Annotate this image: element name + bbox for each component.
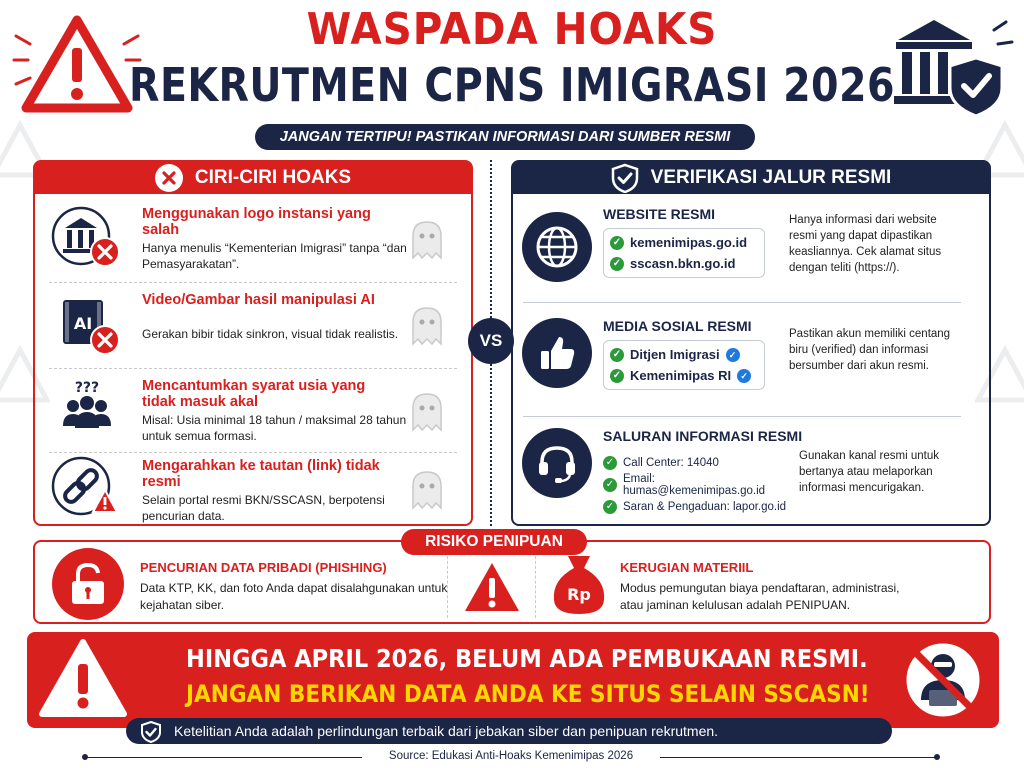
- page-title-secondary: REKRUTMEN CPNS IMIGRASI 2026: [129, 58, 895, 112]
- loss-desc: Modus pemungutan biaya pendaftaran, administrasi, atau jaminan kelulusan adalah PENIPUAN.: [620, 581, 900, 612]
- banner-warning: JANGAN BERIKAN DATA ANDA KE SITUS SELAIN SSCASN!: [186, 680, 870, 708]
- website-link[interactable]: ✓ sscasn.bkn.go.id: [610, 253, 758, 274]
- hoax-panel: [33, 160, 473, 526]
- hoax-item-title: Menggunakan logo instansi yang salah: [142, 206, 371, 238]
- check-icon: ✓: [603, 456, 617, 470]
- hoax-item-desc: Misal: Usia minimal 18 tahun / maksimal 28 tahun untuk semua formasi.: [142, 413, 407, 443]
- vs-badge: VS: [468, 318, 514, 364]
- hoax-panel-header: [35, 162, 471, 194]
- website-title: WEBSITE RESMI: [603, 206, 716, 222]
- currency-label: Rp: [567, 585, 591, 604]
- website-list: [603, 228, 765, 278]
- check-icon: ✓: [610, 348, 624, 362]
- money-bag-icon: [548, 550, 610, 618]
- divider: [49, 368, 457, 369]
- loss-title: KERUGIAN MATERIIL: [620, 560, 754, 575]
- verified-badge-icon: ✓: [737, 369, 751, 383]
- social-account[interactable]: ✓ Kemenimipas RI ✓: [610, 365, 758, 386]
- ai-icon: [51, 292, 133, 358]
- unlock-icon: [52, 548, 124, 620]
- headset-icon: [522, 428, 592, 498]
- hoax-panel-title: CIRI-CIRI HOAKS: [194, 167, 352, 188]
- official-panel-title: VERIFIKASI JALUR RESMI: [650, 167, 892, 188]
- phishing-desc: Data KTP, KK, dan foto Anda dapat disalahgunakan untuk kejahatan siber.: [140, 581, 448, 612]
- hoax-item-desc: Hanya menulis “Kementerian Imigrasi” tanpa “dan Pemasyarakatan”.: [142, 241, 407, 271]
- call-center: ✓ Call Center: 14040: [603, 452, 793, 474]
- subtitle-banner: JANGAN TERTIPU! PASTIKAN INFORMASI DARI SUMBER RESMI: [255, 124, 755, 150]
- divider: [523, 302, 961, 303]
- question-marks: ???: [74, 380, 100, 396]
- official-panel: [511, 160, 991, 526]
- complaint-link[interactable]: ✓ Saran & Pengaduan: lapor.go.id: [603, 496, 793, 518]
- email[interactable]: ✓ Email: humas@kemenimipas.go.id: [603, 474, 793, 496]
- globe-icon: [522, 212, 592, 282]
- verified-badge-icon: ✓: [726, 348, 740, 362]
- divider: [523, 416, 961, 417]
- hoax-item: [35, 198, 471, 282]
- hoax-item: [35, 452, 471, 536]
- ghost-icon: [407, 304, 447, 348]
- website-desc: Hanya informasi dari website resmi yang dapat dipastikan keasliannya. Cek alamat situs dengan teliti (https://).: [789, 214, 942, 274]
- hoax-item-desc: Selain portal resmi BKN/SSCASN, berpotensi pencurian data.: [142, 493, 385, 523]
- decoration-dot: [82, 754, 88, 760]
- shield-check-icon: [140, 721, 162, 743]
- decoration-dot: [934, 754, 940, 760]
- check-icon: ✓: [610, 257, 624, 271]
- ai-icon-label: AI: [73, 314, 93, 333]
- official-panel-header: [513, 162, 989, 194]
- shield-check-icon: [611, 163, 639, 193]
- ghost-icon: [407, 218, 447, 262]
- social-list: [603, 340, 765, 390]
- thumbs-up-icon: [522, 318, 592, 388]
- check-icon: ✓: [603, 500, 617, 514]
- hoax-item-desc: Gerakan bibir tidak sinkron, visual tidak realistis.: [142, 327, 399, 341]
- bottom-note: Ketelitian Anda adalah perlindungan terbaik dari jebakan siber dan penipuan rekrutmen.: [126, 718, 892, 744]
- hoax-item-title: Video/Gambar hasil manipulasi AI: [142, 292, 375, 308]
- no-hacker-icon: [894, 636, 992, 724]
- banner-headline: HINGGA APRIL 2026, BELUM ADA PEMBUKAAN RESMI.: [186, 644, 868, 673]
- page-title: WASPADA HOAKS: [306, 4, 718, 55]
- social-desc: Pastikan akun memiliki centang biru (verified) dan informasi bersumber dari akun resmi.: [789, 328, 951, 372]
- divider: [447, 556, 448, 618]
- divider: [86, 757, 362, 758]
- people-icon: [51, 376, 133, 442]
- divider: [49, 282, 457, 283]
- social-title: MEDIA SOSIAL RESMI: [603, 318, 752, 334]
- hoax-item-title: Mencantumkan syarat usia yang tidak masuk akal: [142, 378, 366, 410]
- hoax-item: [35, 370, 471, 454]
- channel-desc: Gunakan kanal resmi untuk bertanya atau melaporkan informasi mencurigakan.: [799, 450, 939, 494]
- website-link[interactable]: ✓ kemenimipas.go.id: [610, 232, 758, 253]
- social-account[interactable]: ✓ Ditjen Imigrasi ✓: [610, 344, 758, 365]
- check-icon: ✓: [610, 369, 624, 383]
- building-icon: [51, 206, 133, 272]
- phishing-title: PENCURIAN DATA PRIBADI (PHISHING): [140, 560, 387, 575]
- check-icon: ✓: [610, 236, 624, 250]
- hoax-item: [35, 284, 471, 368]
- ghost-icon: [407, 390, 447, 434]
- link-icon: [51, 456, 133, 522]
- ghost-icon: [407, 468, 447, 512]
- warning-icon: [36, 636, 130, 720]
- source-text: Source: Edukasi Anti-Hoaks Kemenimipas 2026: [388, 750, 634, 762]
- divider: [535, 556, 536, 618]
- channel-title: SALURAN INFORMASI RESMI: [603, 428, 803, 444]
- risk-label: RISIKO PENIPUAN: [401, 529, 587, 555]
- warning-icon: [462, 560, 522, 614]
- channel-list: [603, 452, 793, 518]
- hoax-item-title: Mengarahkan ke tautan (link) tidak resmi: [142, 458, 380, 490]
- divider: [660, 757, 936, 758]
- close-icon: [155, 164, 183, 192]
- check-icon: ✓: [603, 478, 617, 492]
